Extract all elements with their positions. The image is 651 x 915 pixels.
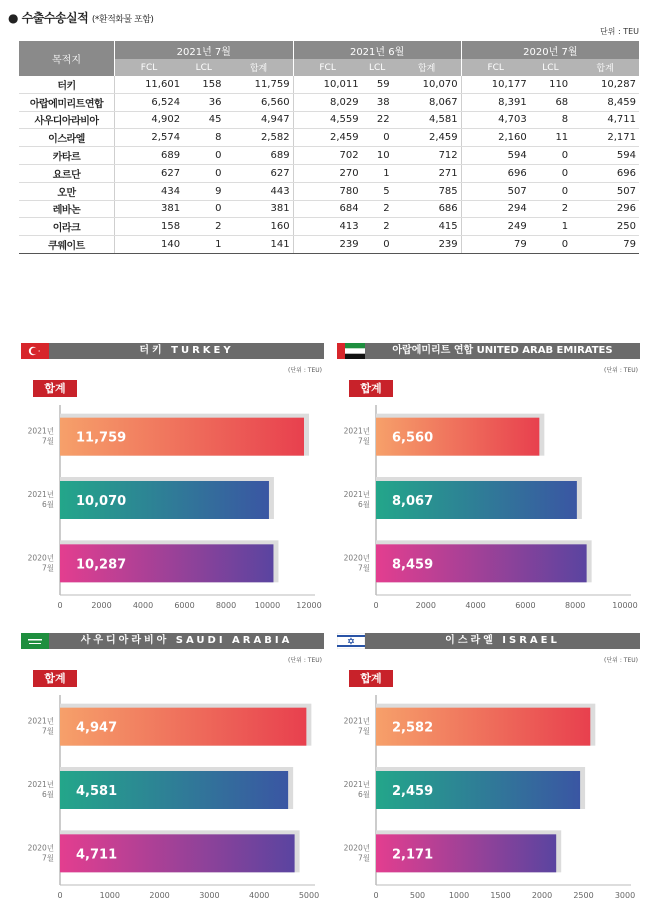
category-label: 2020년 — [343, 843, 370, 853]
x-tick-label: 12000 — [296, 601, 322, 610]
table-cell-value: 413 — [293, 218, 362, 236]
table-cell-value: 4,902 — [115, 111, 184, 129]
x-tick-label: 5000 — [298, 891, 320, 900]
export-table — [19, 41, 639, 254]
table-cell-value: 2,574 — [115, 129, 184, 147]
table-row — [19, 147, 639, 165]
category-label: 7월 — [357, 436, 370, 446]
table-cell-value: 11 — [530, 129, 571, 147]
sub-header: LCL — [530, 59, 571, 76]
table-cell-destination: 이라크 — [19, 218, 115, 236]
x-tick-label: 8000 — [565, 601, 586, 610]
bar-value-label: 4,581 — [76, 784, 118, 799]
table-cell-value: 59 — [362, 76, 393, 93]
table-row — [19, 182, 639, 200]
table-cell-destination: 카타르 — [19, 147, 115, 165]
x-tick-label: 1000 — [448, 891, 470, 900]
x-tick-label: 6000 — [515, 601, 536, 610]
table-cell-value: 686 — [393, 200, 462, 218]
bar-value-label: 2,171 — [392, 847, 434, 863]
table-cell-value: 594 — [461, 147, 530, 165]
x-tick-label: 3000 — [199, 891, 220, 900]
table-row — [19, 76, 639, 93]
table-cell-value: 507 — [571, 182, 639, 200]
table-cell-value: 0 — [530, 236, 571, 254]
bar-value-label: 8,459 — [392, 557, 434, 573]
bar-value-label: 4,947 — [76, 720, 118, 736]
chart-title: 사우디아라비아 SAUDI ARABIA — [49, 633, 324, 649]
category-label: 6월 — [357, 790, 370, 799]
table-row — [19, 111, 639, 129]
category-label: 6월 — [357, 500, 370, 509]
table-cell-value: 10,070 — [393, 76, 462, 93]
table-cell-value: 434 — [115, 182, 184, 200]
category-label: 2021년 — [343, 716, 370, 726]
sub-header: LCL — [362, 59, 393, 76]
table-row — [19, 93, 639, 111]
table-cell-value: 2,459 — [293, 129, 362, 147]
table-cell-value: 6,560 — [225, 93, 294, 111]
table-group-header-row — [19, 41, 639, 59]
table-cell-value: 158 — [183, 76, 224, 93]
table-cell-value: 2,171 — [571, 129, 639, 147]
x-tick-label: 1500 — [490, 891, 511, 900]
table-cell-value: 4,711 — [571, 111, 639, 129]
bar-value-label: 10,287 — [76, 557, 127, 573]
category-label: 2020년 — [27, 843, 54, 853]
table-row — [19, 218, 639, 236]
table-cell-value: 22 — [362, 111, 393, 129]
dest-header: 목적지 — [19, 41, 115, 76]
category-label: 2021년 — [27, 426, 54, 436]
category-label: 6월 — [41, 790, 54, 799]
flag-box — [337, 633, 365, 649]
title-note: (*환적화물 포함) — [91, 15, 154, 25]
table-cell-value: 141 — [225, 236, 294, 254]
table-cell-value: 10,011 — [293, 76, 362, 93]
table-cell-destination: 아랍에미리트연합 — [19, 93, 115, 111]
table-cell-value: 296 — [571, 200, 639, 218]
flag-box — [337, 343, 365, 359]
x-tick-label: 0 — [373, 601, 379, 610]
group-header: 2020년 7월 — [461, 41, 639, 59]
category-label: 7월 — [41, 726, 54, 736]
table-cell-value: 4,947 — [225, 111, 294, 129]
x-tick-label: 10000 — [254, 601, 281, 610]
total-badge: 합계 — [33, 670, 77, 687]
table-cell-value: 415 — [393, 218, 462, 236]
x-tick-label: 4000 — [465, 601, 486, 610]
table-cell-destination: 오만 — [19, 182, 115, 200]
table-cell-value: 443 — [225, 182, 294, 200]
category-label: 7월 — [41, 436, 54, 446]
bar-value-label: 2,582 — [392, 720, 434, 736]
table-cell-value: 381 — [115, 200, 184, 218]
table-cell-value: 5 — [362, 182, 393, 200]
table-cell-value: 2,582 — [225, 129, 294, 147]
category-label: 2021년 — [343, 426, 370, 436]
chart-title: 이스라엘 ISRAEL — [365, 633, 640, 649]
table-cell-value: 1 — [183, 236, 224, 254]
table-cell-value: 239 — [293, 236, 362, 254]
category-label: 7월 — [357, 726, 370, 736]
category-label: 2021년 — [343, 490, 370, 499]
x-tick-label: 10000 — [612, 601, 638, 610]
table-cell-value: 0 — [183, 200, 224, 218]
table-cell-value: 45 — [183, 111, 224, 129]
table-cell-destination: 레바논 — [19, 200, 115, 218]
flag-box — [21, 343, 49, 359]
x-tick-label: 2500 — [573, 891, 594, 900]
category-label: 2021년 — [27, 780, 54, 789]
table-cell-value: 271 — [393, 164, 462, 182]
table-cell-value: 4,581 — [393, 111, 462, 129]
chart-panel-israel — [337, 633, 640, 899]
category-label: 2021년 — [27, 490, 54, 499]
x-tick-label: 2000 — [149, 891, 170, 900]
table-cell-destination: 이스라엘 — [19, 129, 115, 147]
table-row — [19, 236, 639, 254]
table-cell-value: 785 — [393, 182, 462, 200]
table-row — [19, 200, 639, 218]
table-cell-value: 4,559 — [293, 111, 362, 129]
table-cell-value: 684 — [293, 200, 362, 218]
table-cell-destination: 요르단 — [19, 164, 115, 182]
table-cell-value: 0 — [530, 164, 571, 182]
chart-title: 터키 TURKEY — [49, 343, 324, 359]
table-cell-value: 627 — [225, 164, 294, 182]
table-cell-value: 158 — [115, 218, 184, 236]
bar-value-label: 11,759 — [76, 430, 127, 446]
chart-panel-uae — [337, 343, 640, 613]
table-cell-value: 79 — [571, 236, 639, 254]
category-label: 7월 — [41, 563, 54, 573]
table-cell-value: 8 — [530, 111, 571, 129]
category-label: 7월 — [357, 563, 370, 573]
category-label: 2021년 — [343, 780, 370, 789]
sub-header: FCL — [115, 59, 184, 76]
group-header: 2021년 7월 — [115, 41, 294, 59]
table-cell-value: 689 — [225, 147, 294, 165]
table-cell-value: 11,601 — [115, 76, 184, 93]
table-cell-value: 381 — [225, 200, 294, 218]
table-cell-value: 8,029 — [293, 93, 362, 111]
table-cell-value: 696 — [461, 164, 530, 182]
table-cell-value: 0 — [362, 129, 393, 147]
table-cell-value: 2,160 — [461, 129, 530, 147]
chart-unit-label: (단위 : TEU) — [604, 657, 638, 664]
category-label: 2020년 — [343, 553, 370, 563]
table-cell-value: 696 — [571, 164, 639, 182]
x-tick-label: 6000 — [174, 601, 195, 610]
total-badge: 합계 — [349, 380, 393, 397]
turkey-flag-icon — [21, 343, 49, 359]
x-tick-label: 0 — [57, 601, 63, 610]
table-cell-value: 780 — [293, 182, 362, 200]
table-cell-value: 8,391 — [461, 93, 530, 111]
table-cell-value: 1 — [530, 218, 571, 236]
table-cell-value: 712 — [393, 147, 462, 165]
table-cell-value: 2 — [530, 200, 571, 218]
table-cell-value: 160 — [225, 218, 294, 236]
total-badge: 합계 — [33, 380, 77, 397]
table-cell-value: 0 — [530, 182, 571, 200]
table-cell-value: 8,067 — [393, 93, 462, 111]
x-tick-label: 3000 — [614, 891, 636, 900]
table-cell-value: 11,759 — [225, 76, 294, 93]
page-title — [8, 9, 153, 26]
table-cell-value: 2,459 — [393, 129, 462, 147]
unit-label: 단위 : TEU — [599, 27, 639, 36]
table-cell-value: 250 — [571, 218, 639, 236]
israel-flag-icon — [337, 633, 365, 649]
group-header: 2021년 6월 — [293, 41, 461, 59]
table-cell-value: 239 — [393, 236, 462, 254]
sub-header: 합계 — [393, 59, 462, 76]
x-tick-label: 1000 — [99, 891, 120, 900]
sub-header: FCL — [461, 59, 530, 76]
saudi-flag-icon — [21, 633, 49, 649]
table-cell-value: 0 — [530, 147, 571, 165]
table-cell-value: 2 — [183, 218, 224, 236]
title-text: ● 수출수송실적 — [8, 11, 89, 25]
x-tick-label: 0 — [373, 891, 379, 900]
bar-value-label: 2,459 — [392, 784, 434, 799]
table-cell-value: 0 — [362, 236, 393, 254]
bar-value-label: 4,711 — [76, 847, 118, 863]
chart-panel-saudi — [21, 633, 324, 899]
category-label: 6월 — [41, 500, 54, 509]
table-row — [19, 164, 639, 182]
table-cell-value: 702 — [293, 147, 362, 165]
table-cell-value: 2 — [362, 200, 393, 218]
table-cell-value: 270 — [293, 164, 362, 182]
x-tick-label: 2000 — [415, 601, 436, 610]
x-tick-label: 2000 — [91, 601, 112, 610]
sub-header: FCL — [293, 59, 362, 76]
bar-chart — [21, 685, 324, 915]
category-label: 2021년 — [27, 716, 54, 726]
table-cell-value: 110 — [530, 76, 571, 93]
table-cell-destination: 사우디아라비아 — [19, 111, 115, 129]
bar-value-label: 6,560 — [392, 430, 434, 446]
sub-header: LCL — [183, 59, 224, 76]
table-cell-value: 1 — [362, 164, 393, 182]
table-row — [19, 129, 639, 147]
table-cell-value: 689 — [115, 147, 184, 165]
table-cell-value: 38 — [362, 93, 393, 111]
x-tick-label: 4000 — [249, 891, 270, 900]
table-cell-value: 8,459 — [571, 93, 639, 111]
category-label: 2020년 — [27, 553, 54, 563]
chart-unit-label: (단위 : TEU) — [288, 367, 322, 374]
table-cell-value: 10 — [362, 147, 393, 165]
table-cell-value: 594 — [571, 147, 639, 165]
table-cell-value: 8 — [183, 129, 224, 147]
chart-unit-label: (단위 : TEU) — [288, 657, 322, 664]
table-cell-value: 0 — [183, 147, 224, 165]
table-cell-value: 0 — [183, 164, 224, 182]
bar-value-label: 8,067 — [392, 494, 434, 509]
table-cell-value: 627 — [115, 164, 184, 182]
bar-chart — [21, 395, 324, 625]
category-label: 7월 — [357, 853, 370, 863]
table-cell-value: 2 — [362, 218, 393, 236]
x-tick-label: 0 — [57, 891, 63, 900]
table-cell-value: 249 — [461, 218, 530, 236]
category-label: 7월 — [41, 853, 54, 863]
x-tick-label: 2000 — [531, 891, 553, 900]
uae-flag-icon — [337, 343, 365, 359]
table-cell-value: 68 — [530, 93, 571, 111]
flag-box — [21, 633, 49, 649]
table-cell-value: 79 — [461, 236, 530, 254]
table-cell-value: 36 — [183, 93, 224, 111]
chart-unit-label: (단위 : TEU) — [604, 367, 638, 374]
bar-value-label: 10,070 — [76, 494, 127, 509]
x-tick-label: 8000 — [215, 601, 237, 610]
chart-panel-turkey — [21, 343, 324, 613]
chart-title: 아랍에미리트 연합 UNITED ARAB EMIRATES — [365, 343, 640, 359]
x-tick-label: 4000 — [132, 601, 154, 610]
table-cell-value: 6,524 — [115, 93, 184, 111]
table-cell-value: 10,287 — [571, 76, 639, 93]
table-cell-value: 9 — [183, 182, 224, 200]
table-cell-value: 294 — [461, 200, 530, 218]
total-badge: 합계 — [349, 670, 393, 687]
sub-header: 합계 — [571, 59, 639, 76]
bar-chart — [337, 685, 640, 915]
table-cell-value: 10,177 — [461, 76, 530, 93]
table-cell-value: 507 — [461, 182, 530, 200]
bar-chart — [337, 395, 640, 625]
table-cell-value: 140 — [115, 236, 184, 254]
table-cell-destination: 터키 — [19, 76, 115, 93]
table-cell-destination: 쿠웨이트 — [19, 236, 115, 254]
table-cell-value: 4,703 — [461, 111, 530, 129]
x-tick-label: 500 — [409, 891, 426, 900]
sub-header: 합계 — [225, 59, 294, 76]
